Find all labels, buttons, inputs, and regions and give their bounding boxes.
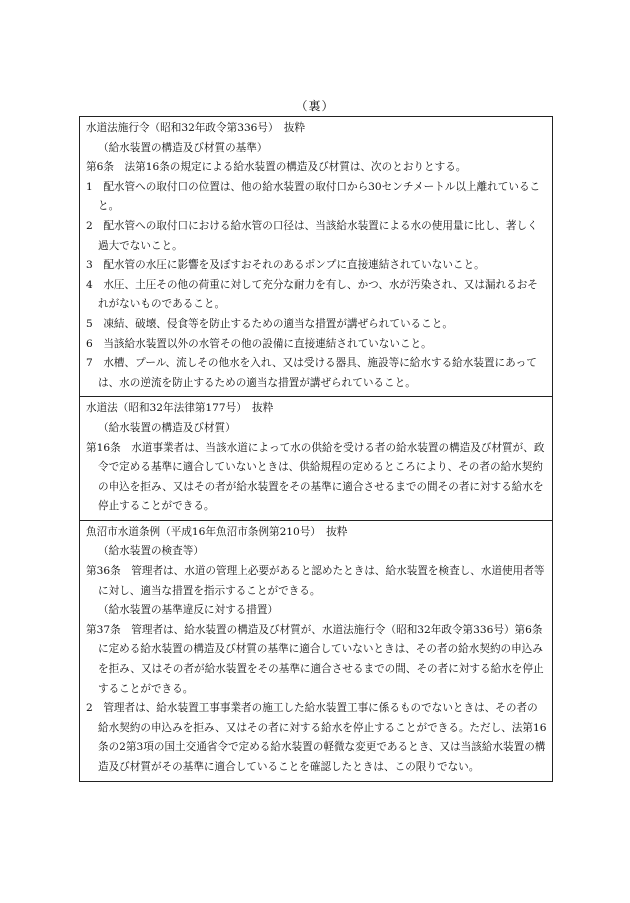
section-subtitle: （給水装置の基準違反に対する措置） <box>98 604 279 617</box>
article-37: 第37条 管理者は、給水装置の構造及び材質が、水道法施行令（昭和32年政令第336号）第6条に定める給水装置の構造及び材質の基準に適合していないときは、その者の給水契約の申込みを拒み、又はその者が給水装置をその基準に適合させるまでの間、その者に対する給水を停止することができる。 <box>86 623 544 695</box>
list-item: 4 水圧、土圧その他の荷重に対して充分な耐力を有し、かつ、水が汚染され、又は漏れるおそれがないものであること。 <box>86 278 538 311</box>
article-16: 第16条 水道事業者は、当該水道によって水の供給を受ける者の給水装置の構造及び材質が、政令で定める基準に適合していないときは、供給規程の定めるところにより、その者の給水契約の申込を拒み、又はその者が給水装置をその基準に適合させるまでの間その者に対する給水を停止することができる。 <box>86 441 545 513</box>
list-item: 2 配水管への取付口における給水管の口径は、当該給水装置による水の使用量に比し、著しく過大でないこと。 <box>86 219 538 252</box>
section-water-act-enforcement-order <box>80 117 552 396</box>
section-subtitle: （給水装置の構造及び材質） <box>98 421 236 434</box>
page-side-label: （裏） <box>295 99 335 113</box>
section-water-act <box>80 396 552 520</box>
list-item: 5 凍結、破壊、侵食等を防止するための適当な措置が講ぜられていること。 <box>86 317 453 330</box>
list-item: 1 配水管への取付口の位置は、他の給水装置の取付口から30センチメートル以上離れていること。 <box>86 180 541 213</box>
article-37-paragraph-2: 2 管理者は、給水装置工事事業者の施工した給水装置工事に係るものでないときは、その者の給水契約の申込みを拒み、又はその者に対する給水を停止することができる。ただし、法第16条の2第3項の国土交通省令で定める給水装置の軽微な変更であるとき、又は当該給水装置の構造及び材質がその基準に適合していることを確認したときは、この限りでない。 <box>86 702 547 773</box>
regulations-table <box>79 116 553 782</box>
list-item: 7 水槽、プール、流しその他水を入れ、又は受ける器具、施設等に給水する給水装置にあっては、水の逆流を防止するための適当な措置が講ぜられていること。 <box>86 357 537 389</box>
section-title: 水道法施行令（昭和32年政令第336号） 抜粋 <box>86 122 306 134</box>
section-subtitle: （給水装置の構造及び材質の基準） <box>98 141 268 154</box>
article-6-lead: 第6条 法第16条の規定による給水装置の構造及び材質は、次のとおりとする。 <box>86 161 467 174</box>
section-uonuma-water-ordinance <box>80 520 552 781</box>
article-36: 第36条 管理者は、水道の管理上必要があると認めたときは、給水装置を検査し、水道使用者等に対し、適当な措置を指示することができる。 <box>86 565 545 597</box>
list-item: 3 配水管の水圧に影響を及ぼすおそれのあるポンプに直接連結されていないこと。 <box>86 259 485 272</box>
section-subtitle: （給水装置の検査等） <box>98 545 204 558</box>
section-title: 魚沼市水道条例（平成16年魚沼市条例第210号） 抜粋 <box>86 525 348 538</box>
list-item: 6 当該給水装置以外の水管その他の設備に直接連結されていないこと。 <box>86 337 432 350</box>
section-title: 水道法（昭和32年法律第177号） 抜粋 <box>86 402 274 415</box>
